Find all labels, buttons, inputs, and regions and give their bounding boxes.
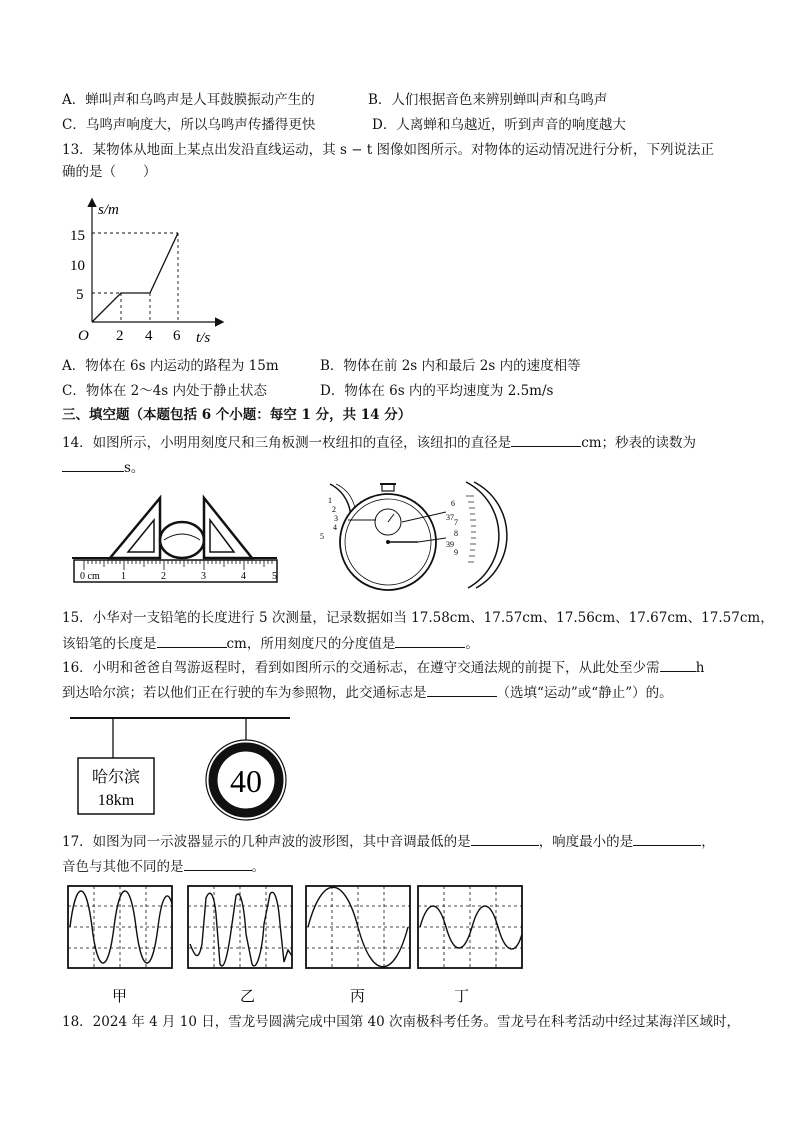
q17-blank-lowest-pitch[interactable] [471,832,539,846]
x-tick-4: 4 [145,328,153,344]
q13-option-c: C．物体在 2～4s 内处于静止状态 [62,383,268,399]
q12-option-b: B．人们根据音色来辨别蝉叫声和乌鸣声 [368,92,608,108]
sw-label-1: 1 [328,496,332,505]
q17-waveforms-figure [66,884,526,1004]
sign-distance: 18km [97,792,135,809]
q16-blank-hours[interactable] [660,658,696,672]
q15-text-a: 该铅笔的长度是 [62,636,157,652]
sw-label-7: 7 [454,518,458,527]
waveform-jia [68,886,172,968]
q13-option-b: B．物体在前 2s 内和最后 2s 内的速度相等 [320,358,581,374]
q18-line1: 18．2024 年 4 月 10 日，雪龙号圆满完成中国第 40 次南极科考任务。雪龙号在科考活动中经过某海洋区域时， [62,1014,741,1030]
q16-line1 [62,658,704,677]
y-tick-5: 5 [76,287,84,303]
q13-stem-line1: 13．某物体从地面上某点出发沿直线运动，其 s − t 图像如图所示。对物体的运动情况进行分析，下列说法正 [62,142,715,158]
q16-traffic-sign-figure [68,708,300,828]
sw-label-8: 8 [454,529,458,538]
q14-unit-cm: cm；秒表的读数为 [581,435,697,451]
q15-blank-length[interactable] [157,634,227,648]
ruler-label-4: 4 [241,571,246,582]
sw-label-39: 39 [446,540,454,549]
waveform-label-ding: 丁 [454,989,470,1004]
waveform-label-jia: 甲 [112,989,128,1004]
q14-blank-diameter[interactable] [511,433,581,447]
q13-option-a: A．物体在 6s 内运动的路程为 15m [62,358,279,374]
q17-text-b: ，响度最小的是 [538,834,634,850]
q17-blank-timbre[interactable] [184,857,252,871]
q17-text-d: 音色与其他不同的是 [62,859,184,875]
q15-line1: 15．小华对一支铅笔的长度进行 5 次测量，记录数据如当 17.58cm、17.57cm、17.56cm、17.67cm、17.57cm， [62,610,774,626]
q14-line2 [62,458,144,477]
q16-text-d: （选填“运动”或“静止”）的。 [496,685,673,701]
ruler-label-3: 3 [201,571,206,582]
sw-label-9: 9 [454,548,458,557]
waveform-label-bing: 丙 [350,989,366,1004]
q15-line2 [62,634,479,653]
q12-option-d: D．人离蝉和乌越近，听到声音的响度越大 [372,117,626,133]
q14-line1 [62,433,696,452]
y-tick-15: 15 [70,228,85,244]
y-tick-10: 10 [70,258,85,274]
q16-text-a: 16．小明和爸爸自驾游返程时，看到如图所示的交通标志，在遵守交通法规的前提下，从此处至少需 [62,660,660,676]
ruler-label-5: 5 [272,571,277,582]
q16-line2 [62,683,673,702]
q15-text-b: cm，所用刻度尺的分度值是 [226,636,396,652]
q13-st-graph [62,192,232,352]
q14-stopwatch-figure [318,480,508,592]
q15-blank-division[interactable] [395,634,465,648]
sw-label-4: 4 [333,523,337,532]
q17-text-a: 17．如图为同一示波器显示的几种声波的波形图，其中音调最低的是 [62,834,471,850]
q16-blank-motion[interactable] [427,683,497,697]
q17-blank-lowest-loudness[interactable] [633,832,701,846]
q14-unit-s: s。 [124,460,145,476]
q16-text-b: h [695,660,705,676]
sw-label-5: 5 [320,532,324,541]
q12-option-c: C．乌鸣声响度大，所以乌鸣声传播得更快 [62,117,316,133]
ruler-label-0: 0 cm [80,571,100,582]
sign-city: 哈尔滨 [91,769,141,786]
q12-option-a: A．蝉叫声和乌鸣声是人耳鼓膜振动产生的 [62,92,315,108]
waveform-bing [306,886,410,968]
sw-label-37: 37 [446,513,454,522]
q17-text-c: ， [701,834,715,850]
ruler-label-1: 1 [121,571,126,582]
graph-ylabel: s/m [98,202,119,218]
section3-title: 三、填空题（本题包括 6 个小题：每空 1 分，共 14 分） [62,407,412,423]
sw-label-6: 6 [451,499,455,508]
q16-text-c: 到达哈尔滨；若以他们正在行驶的车为参照物，此交通标志是 [62,685,427,701]
q13-option-d: D．物体在 6s 内的平均速度为 2.5m/s [320,383,554,399]
x-tick-6: 6 [173,328,181,344]
q13-stem-line2: 确的是（ ） [62,164,157,180]
q17-line1 [62,832,715,851]
graph-xlabel: t/s [196,330,211,346]
q17-text-e: 。 [251,859,265,875]
q15-text-c: 。 [465,636,479,652]
ruler-label-2: 2 [161,571,166,582]
waveform-label-yi: 乙 [240,989,256,1004]
q14-blank-stopwatch[interactable] [62,458,124,472]
st-line [92,233,178,322]
sw-label-3: 3 [334,514,338,523]
speed-limit-number: 40 [230,763,262,799]
waveform-yi [188,886,292,968]
q14-text: 14．如图所示，小明用刻度尺和三角板测一枚纽扣的直径，该纽扣的直径是 [62,435,512,451]
x-tick-2: 2 [116,328,124,344]
q17-line2 [62,857,265,876]
waveform-ding [418,886,522,968]
graph-origin: O [78,328,89,344]
sw-label-2: 2 [332,505,336,514]
q14-ruler-figure [72,490,282,585]
